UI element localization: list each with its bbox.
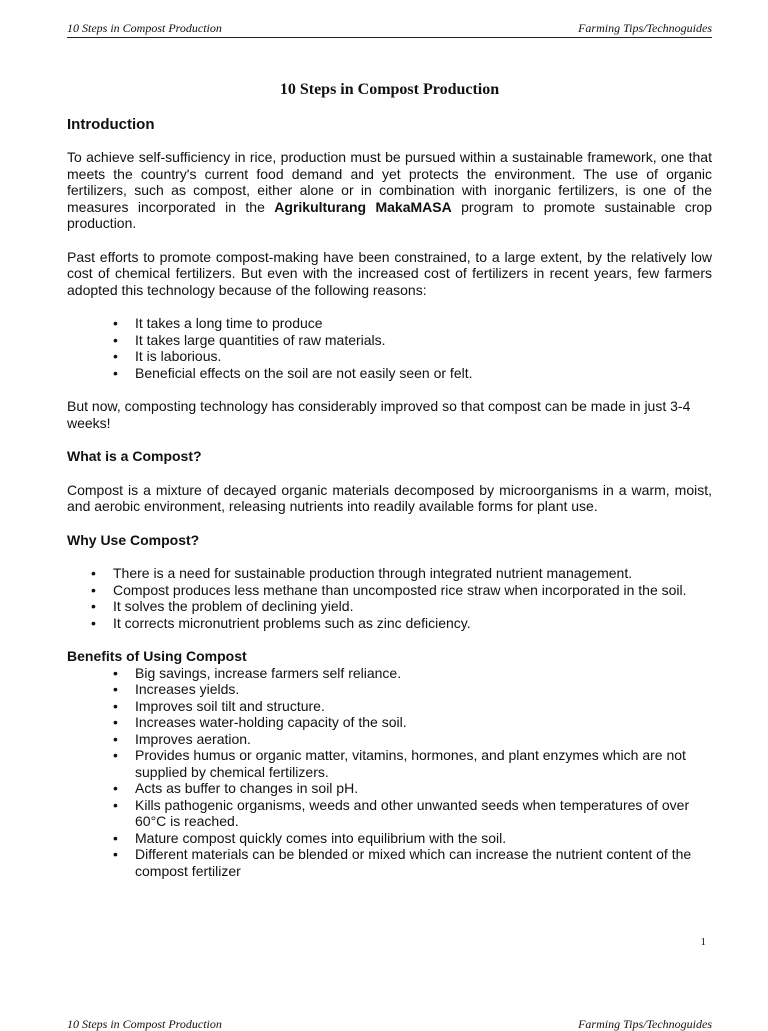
list-item: • Acts as buffer to changes in soil pH. (135, 780, 712, 797)
header-left-title: 10 Steps in Compost Production (67, 21, 222, 35)
list-item: • Increases water-holding capacity of the soil. (135, 714, 712, 731)
list-item: • Improves soil tilt and structure. (135, 698, 712, 715)
page-number: 1 (700, 936, 706, 948)
intro-paragraph-1 (67, 149, 712, 232)
list-item: • It is laborious. (135, 348, 712, 365)
list-item: • Mature compost quickly comes into equilibrium with the soil. (135, 830, 712, 847)
document-title: 10 Steps in Compost Production (279, 81, 500, 98)
intro-p1-text-b: program to promote sustainable crop production. (67, 198, 712, 231)
intro-paragraph-3: But now, composting technology has considerably improved so that compost can be made in just 3-4 weeks! (67, 398, 691, 431)
why-heading: Why Use Compost? (67, 531, 200, 548)
next-header-right-title: Farming Tips/Technoguides (578, 1017, 712, 1031)
list-item: • Increases yields. (135, 681, 712, 698)
what-heading: What is a Compost? (67, 448, 202, 464)
intro-heading: Introduction (67, 115, 155, 133)
header-right-title: Farming Tips/Technoguides (578, 21, 712, 35)
what-paragraph: Compost is a mixture of decayed organic materials decomposed by microorganisms in a warm, moist, and aerobic environment, releasing nutrients into readily available forms for plant use. (67, 481, 712, 514)
list-item: • Beneficial effects on the soil are not easily seen or felt. (135, 365, 712, 382)
intro-p1-text-a: To achieve self-sufficiency in rice, production must be pursued within a sustainable framework, one that meets the country's current food demand and yet protects the environment. The use of organic fertilizers, such as compost, either alone or in combination with inorganic fertilizers, is one of the measures incorporated in the (67, 149, 712, 215)
running-header (67, 21, 712, 38)
list-item: • Improves aeration. (135, 731, 712, 748)
list-item: • It takes large quantities of raw materials. (135, 332, 712, 349)
benefits-list (67, 665, 712, 880)
list-item: • Provides humus or organic matter, vitamins, hormones, and plant enzymes which are not supplied by chemical fertilizers. (135, 747, 712, 780)
next-header-left-title: 10 Steps in Compost Production (67, 1017, 222, 1031)
program-name: Agrikulturang MakaMASA (274, 198, 452, 215)
benefits-heading: Benefits of Using Compost (67, 648, 247, 664)
list-item: • Compost produces less methane than uncomposted rice straw when incorporated in the soil. (113, 582, 712, 599)
list-item: • Kills pathogenic organisms, weeds and other unwanted seeds when temperatures of over 60°C is reached. (135, 797, 712, 830)
list-item: • It solves the problem of declining yield. (113, 598, 712, 615)
list-item: • Big savings, increase farmers self reliance. (135, 665, 712, 682)
list-item: • It takes a long time to produce (135, 315, 712, 332)
list-item: • Different materials can be blended or mixed which can increase the nutrient content of the compost fertilizer (135, 846, 712, 879)
why-list (67, 565, 712, 631)
page-body (67, 78, 712, 896)
reasons-list (67, 315, 712, 381)
intro-paragraph-2: Past efforts to promote compost-making have been constrained, to a large extent, by the relatively low cost of chemical fertilizers. But even with the increased cost of fertilizers in recent years, few farmers adopted this technology because of the following reasons: (67, 248, 712, 298)
list-item: • It corrects micronutrient problems such as zinc deficiency. (113, 615, 712, 632)
list-item: • There is a need for sustainable production through integrated nutrient management. (113, 565, 712, 582)
